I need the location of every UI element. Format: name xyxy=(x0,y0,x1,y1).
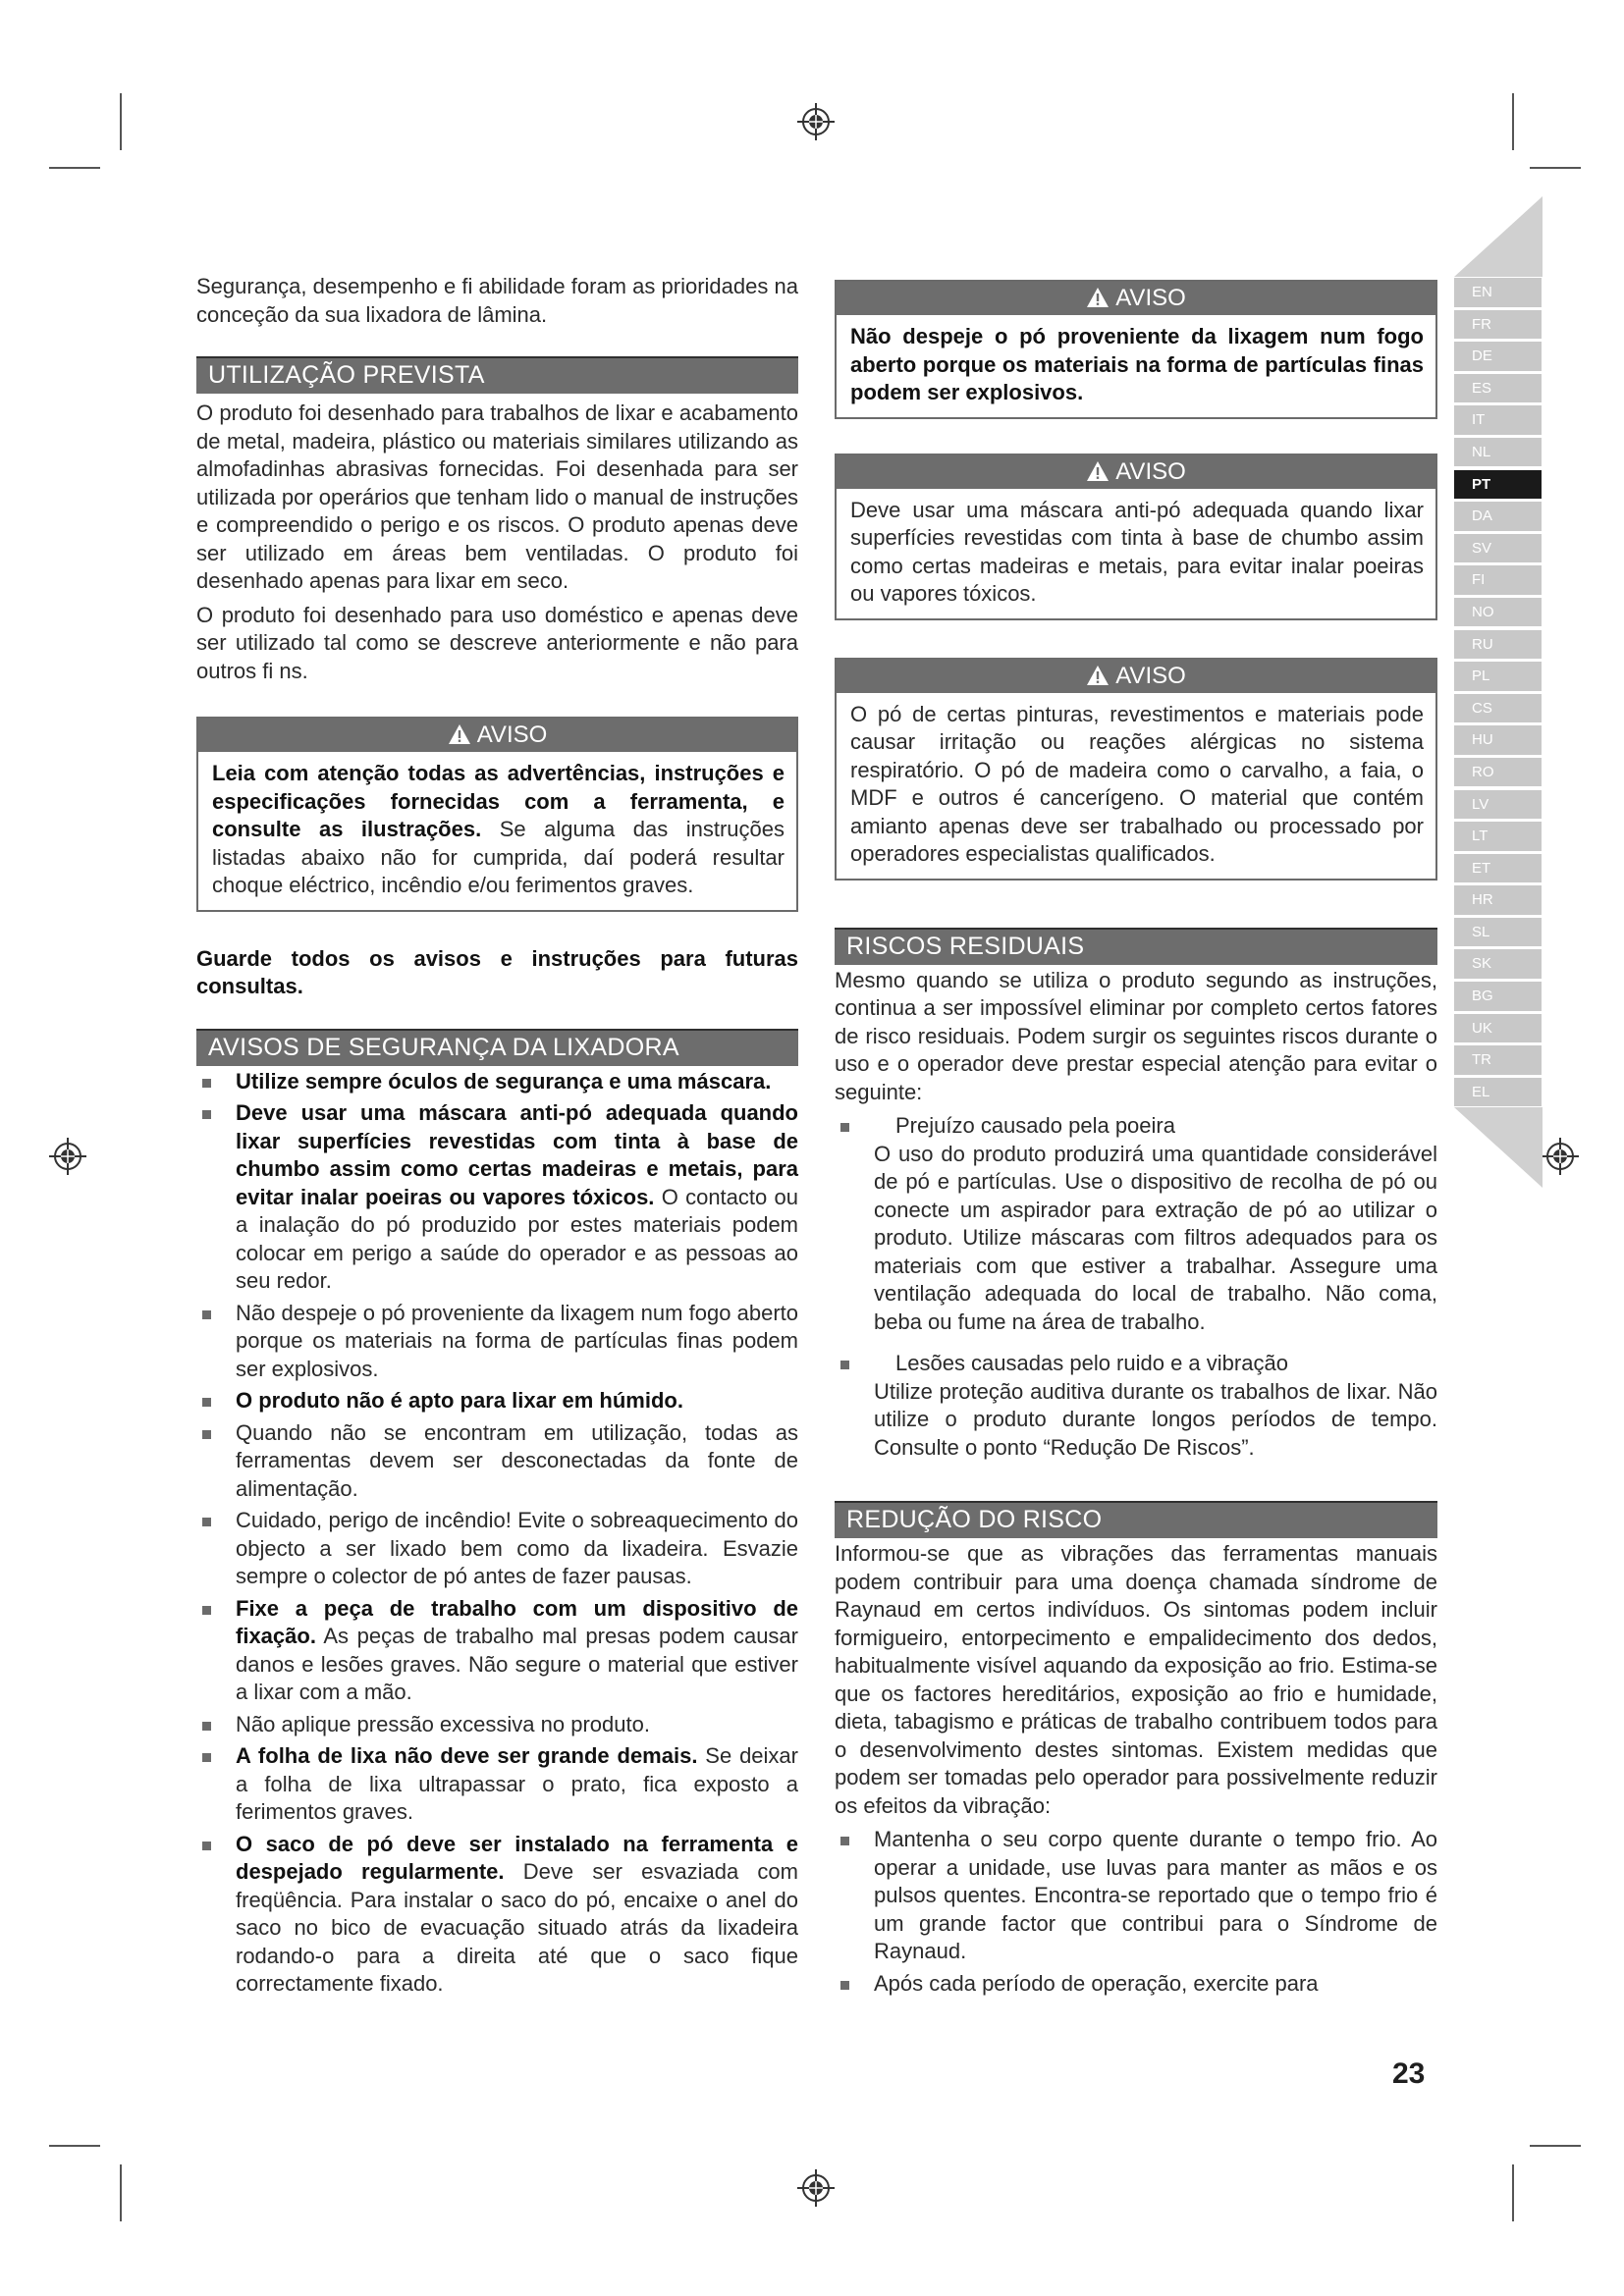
warning-triangle-icon xyxy=(1086,460,1110,482)
list-item-text: Deve ser esvaziada com freqüência. Para instalar o saco do pó, encaixe o anel do saco no bico de evacuação situado atrás da lixadeira rodando-o para a direita até que o saco fique correctamente fixado. xyxy=(236,1859,798,1996)
list-item-text: O contacto ou a inalação do pó produzido por estes materiais podem colocar em perigo a saúde do operador e as pessoas ao seu redor. xyxy=(236,1184,798,1293)
list-item xyxy=(196,1419,798,1504)
section-heading-reducao: REDUÇÃO DO RISCO xyxy=(835,1501,1437,1538)
warning-bold-text: Leia com atenção todas as advertências, instruções e especificações fornecidas com a ferramenta, e consulte as ilustrações. xyxy=(212,761,785,841)
language-tab-pt: PT xyxy=(1454,470,1542,500)
crop-mark xyxy=(1512,93,1514,150)
list-item-text: Cuidado, perigo de incêndio! Evite o sobreaquecimento do objecto a ser lixado bem como da lixadeira. Esvazie sempre o colector de pó antes de fazer pausas. xyxy=(236,1508,798,1588)
language-tab-sk: SK xyxy=(1454,949,1542,979)
warning-label: AVISO xyxy=(476,721,548,748)
warning-text: Se alguma das instruções listadas abaixo não for cumprida, daí poderá resultar choque eléctrico, incêndio e/ou ferimentos graves. xyxy=(212,817,785,897)
guarde-text: Guarde todos os avisos e instruções para futuras consultas. xyxy=(196,945,798,998)
crop-mark xyxy=(1530,167,1581,169)
list-item xyxy=(196,1099,798,1296)
warning-box xyxy=(835,658,1437,881)
page-number: 23 xyxy=(1392,2057,1426,2090)
safety-list xyxy=(196,1068,798,1999)
warning-body xyxy=(837,315,1435,417)
registration-mark-icon xyxy=(795,101,837,142)
registration-mark-icon xyxy=(47,1136,88,1177)
warning-header xyxy=(837,282,1435,315)
registration-mark-icon xyxy=(795,2167,837,2209)
section-heading-utilizacao: UTILIZAÇÃO PREVISTA xyxy=(196,356,798,394)
list-item-text: Mantenha o seu corpo quente durante o tempo frio. Ao operar a unidade, use luvas para manter as mãos e os pulsos quentes. Encontra-se reportado que o tempo frio é um grande factor que contribui para o Síndrome de Raynaud. xyxy=(874,1827,1437,1963)
language-tab-ru: RU xyxy=(1454,630,1542,660)
language-tab-tr: TR xyxy=(1454,1045,1542,1075)
warning-header xyxy=(198,719,796,752)
language-tab-bg: BG xyxy=(1454,982,1542,1011)
language-tab-sl: SL xyxy=(1454,918,1542,947)
list-item-text: Utilize sempre óculos de segurança e uma máscara. xyxy=(236,1068,772,1094)
language-tab-da: DA xyxy=(1454,502,1542,531)
list-item-bold: A folha de lixa não deve ser grande demais. xyxy=(236,1743,698,1768)
reducao-intro: Informou-se que as vibrações das ferramentas manuais podem contribuir para uma doença chamada síndrome de Raynaud em certos indivíduos. Os sintomas podem incluir formigueiro, entorpecimento e empalidecimento dos dedos, habitualmente visível aquando da exposição ao frio. Estima-se que os factores hereditários, exposição ao frio e humidade, dieta, tabagismo e práticas de trabalho contribuem todos para o desenvolvimento destes sintomas. Existem medidas que podem ser tomadas pelo operador para possivelmente reduzir os efeitos da vibração: xyxy=(835,1541,1437,1818)
list-item xyxy=(196,1387,798,1415)
crop-mark xyxy=(49,167,100,169)
crop-mark xyxy=(120,2164,122,2221)
warning-header xyxy=(837,660,1435,693)
crop-mark xyxy=(120,93,122,150)
list-item xyxy=(835,1826,1437,1966)
warning-body: Deve usar uma máscara anti-pó adequada quando lixar superfícies revestidas com tinta à base de chumbo assim como certas madeiras e metais, para evitar inalar poeiras ou vapores tóxicos. xyxy=(850,497,1424,606)
utilizacao-paragraph-2: O produto foi desenhado para uso doméstico e apenas deve ser utilizado tal como se descreve anteriormente e não para outros fi ns. xyxy=(196,602,798,683)
language-tab-lv: LV xyxy=(1454,790,1542,820)
list-item-bold: O produto não é apto para lixar em húmido. xyxy=(236,1388,683,1413)
warning-body xyxy=(198,752,796,910)
warning-box xyxy=(835,280,1437,419)
language-tab-hr: HR xyxy=(1454,885,1542,915)
crop-mark xyxy=(1530,2145,1581,2147)
left-column xyxy=(196,273,798,1999)
riscos-item1-text: O uso do produto produzirá uma quantidade considerável de pó e partículas. Use o dispositivo de recolha de pó ou conecte um aspirador para extração de pó ao utilizar o produto. Utilize máscaras com filtros adequados para os materiais com que estiver a trabalhar. Assegure uma ventilação adequada do local de trabalho. Não coma, beba ou fume na área de trabalho. xyxy=(874,1141,1437,1334)
warning-box xyxy=(835,454,1437,620)
language-tab-el: EL xyxy=(1454,1078,1542,1107)
intro-text: Segurança, desempenho e fi abilidade foram as prioridades na conceção da sua lixadora de lâmina. xyxy=(196,274,798,327)
list-item-text: As peças de trabalho mal presas podem causar danos e lesões graves. Não segure o material que estiver a lixar com a mão. xyxy=(236,1624,798,1704)
list-item xyxy=(196,1507,798,1591)
utilizacao-paragraph-1: O produto foi desenhado para trabalhos de lixar e acabamento de metal, madeira, plástico ou materiais similares utilizando as almofadinhas abrasivas fornecidas. Foi desenhada para ser utilizada por operários que tenham lido o manual de instruções e compreendido o perigo e os riscos. O produto apenas deve ser utilizado em áreas bem ventiladas. O produto foi desenhado apenas para lixar em seco. xyxy=(196,400,798,593)
list-item xyxy=(835,1112,1437,1141)
riscos-list xyxy=(835,1350,1437,1378)
list-item xyxy=(196,1300,798,1384)
list-item xyxy=(196,1068,798,1096)
reducao-list xyxy=(835,1826,1437,1998)
crop-mark xyxy=(49,2145,100,2147)
warning-body: O pó de certas pinturas, revestimentos e materiais pode causar irritação ou reações alérgicas no sistema respiratório. O pó de madeira como o carvalho, a faia, o MDF e outros é cancerígeno. O material que contém amianto apenas deve ser trabalhado ou processado por operadores especialistas qualificados. xyxy=(850,701,1424,866)
list-item xyxy=(835,1350,1437,1378)
warning-triangle-icon xyxy=(1086,665,1110,686)
language-tab-de: DE xyxy=(1454,342,1542,371)
language-tab-et: ET xyxy=(1454,854,1542,883)
language-tab-it: IT xyxy=(1454,405,1542,435)
list-item-text: Não aplique pressão excessiva no produto. xyxy=(236,1711,650,1736)
language-tab-cs: CS xyxy=(1454,694,1542,723)
riscos-list xyxy=(835,1112,1437,1141)
language-tab-uk: UK xyxy=(1454,1014,1542,1043)
crop-mark xyxy=(1512,2164,1514,2221)
language-tabs xyxy=(1454,278,1542,1109)
list-item xyxy=(196,1711,798,1739)
language-tab-sv: SV xyxy=(1454,534,1542,563)
section-heading-avisos: AVISOS DE SEGURANÇA DA LIXADORA xyxy=(196,1029,798,1066)
list-item-text: Quando não se encontram em utilização, todas as ferramentas devem ser desconectadas da fonte de alimentação. xyxy=(236,1419,798,1501)
right-column xyxy=(835,280,1437,1998)
list-item xyxy=(196,1595,798,1707)
list-item-title: Lesões causadas pelo ruido e a vibração xyxy=(895,1351,1288,1375)
list-item xyxy=(196,1831,798,1999)
warning-bold-text: Não despeje o pó proveniente da lixagem num fogo aberto porque os materiais na forma de partículas finas podem ser explosivos. xyxy=(850,324,1424,404)
registration-mark-icon xyxy=(1540,1136,1581,1177)
language-tab-es: ES xyxy=(1454,374,1542,403)
language-tab-lt: LT xyxy=(1454,822,1542,851)
warning-label: AVISO xyxy=(1115,662,1186,689)
riscos-intro: Mesmo quando se utiliza o produto segundo as instruções, continua a ser impossível eliminar por completo certos fatores de risco residuais. Podem surgir os seguintes riscos durante o uso e o operador deve prestar especial atenção para evitar o seguinte: xyxy=(835,967,1437,1104)
language-tab-en: EN xyxy=(1454,278,1542,307)
language-tab-nl: NL xyxy=(1454,438,1542,467)
language-tab-ro: RO xyxy=(1454,758,1542,787)
list-item-bold: O saco de pó deve ser instalado na ferramenta e despejado regularmente. xyxy=(236,1831,798,1884)
warning-header xyxy=(837,455,1435,489)
list-item-text: Não despeje o pó proveniente da lixagem num fogo aberto porque os materiais na forma de partículas finas podem ser explosivos. xyxy=(236,1300,798,1381)
language-tab-no: NO xyxy=(1454,598,1542,627)
section-heading-riscos: RISCOS RESIDUAIS xyxy=(835,928,1437,965)
list-item-title: Prejuízo causado pela poeira xyxy=(895,1113,1175,1138)
language-tab-fr: FR xyxy=(1454,310,1542,340)
list-item-bold: Fixe a peça de trabalho com um dispositivo de fixação. xyxy=(236,1595,798,1648)
list-item-text: Se deixar a folha de lixa ultrapassar o prato, fica exposto a ferimentos graves. xyxy=(236,1743,798,1824)
language-tab-hu: HU xyxy=(1454,725,1542,755)
warning-box xyxy=(196,717,798,912)
language-tab-fi: FI xyxy=(1454,565,1542,595)
riscos-item2-text: Utilize proteção auditiva durante os trabalhos de lixar. Não utilize o produto durante longos períodos de tempo. Consulte o ponto “Redução De Riscos”. xyxy=(874,1378,1437,1460)
list-item xyxy=(835,1970,1437,1999)
list-item xyxy=(196,1742,798,1827)
list-item-text: Após cada período de operação, exercite para xyxy=(874,1970,1319,1996)
list-item-bold: Deve usar uma máscara anti-pó adequada quando lixar superfícies revestidas com tinta à base de chumbo assim como certas madeiras e metais, para evitar inalar poeiras ou vapores tóxicos. xyxy=(236,1100,798,1209)
warning-triangle-icon xyxy=(448,723,471,745)
warning-triangle-icon xyxy=(1086,287,1110,308)
warning-label: AVISO xyxy=(1115,285,1186,311)
warning-label: AVISO xyxy=(1115,457,1186,485)
language-tab-pl: PL xyxy=(1454,662,1542,691)
